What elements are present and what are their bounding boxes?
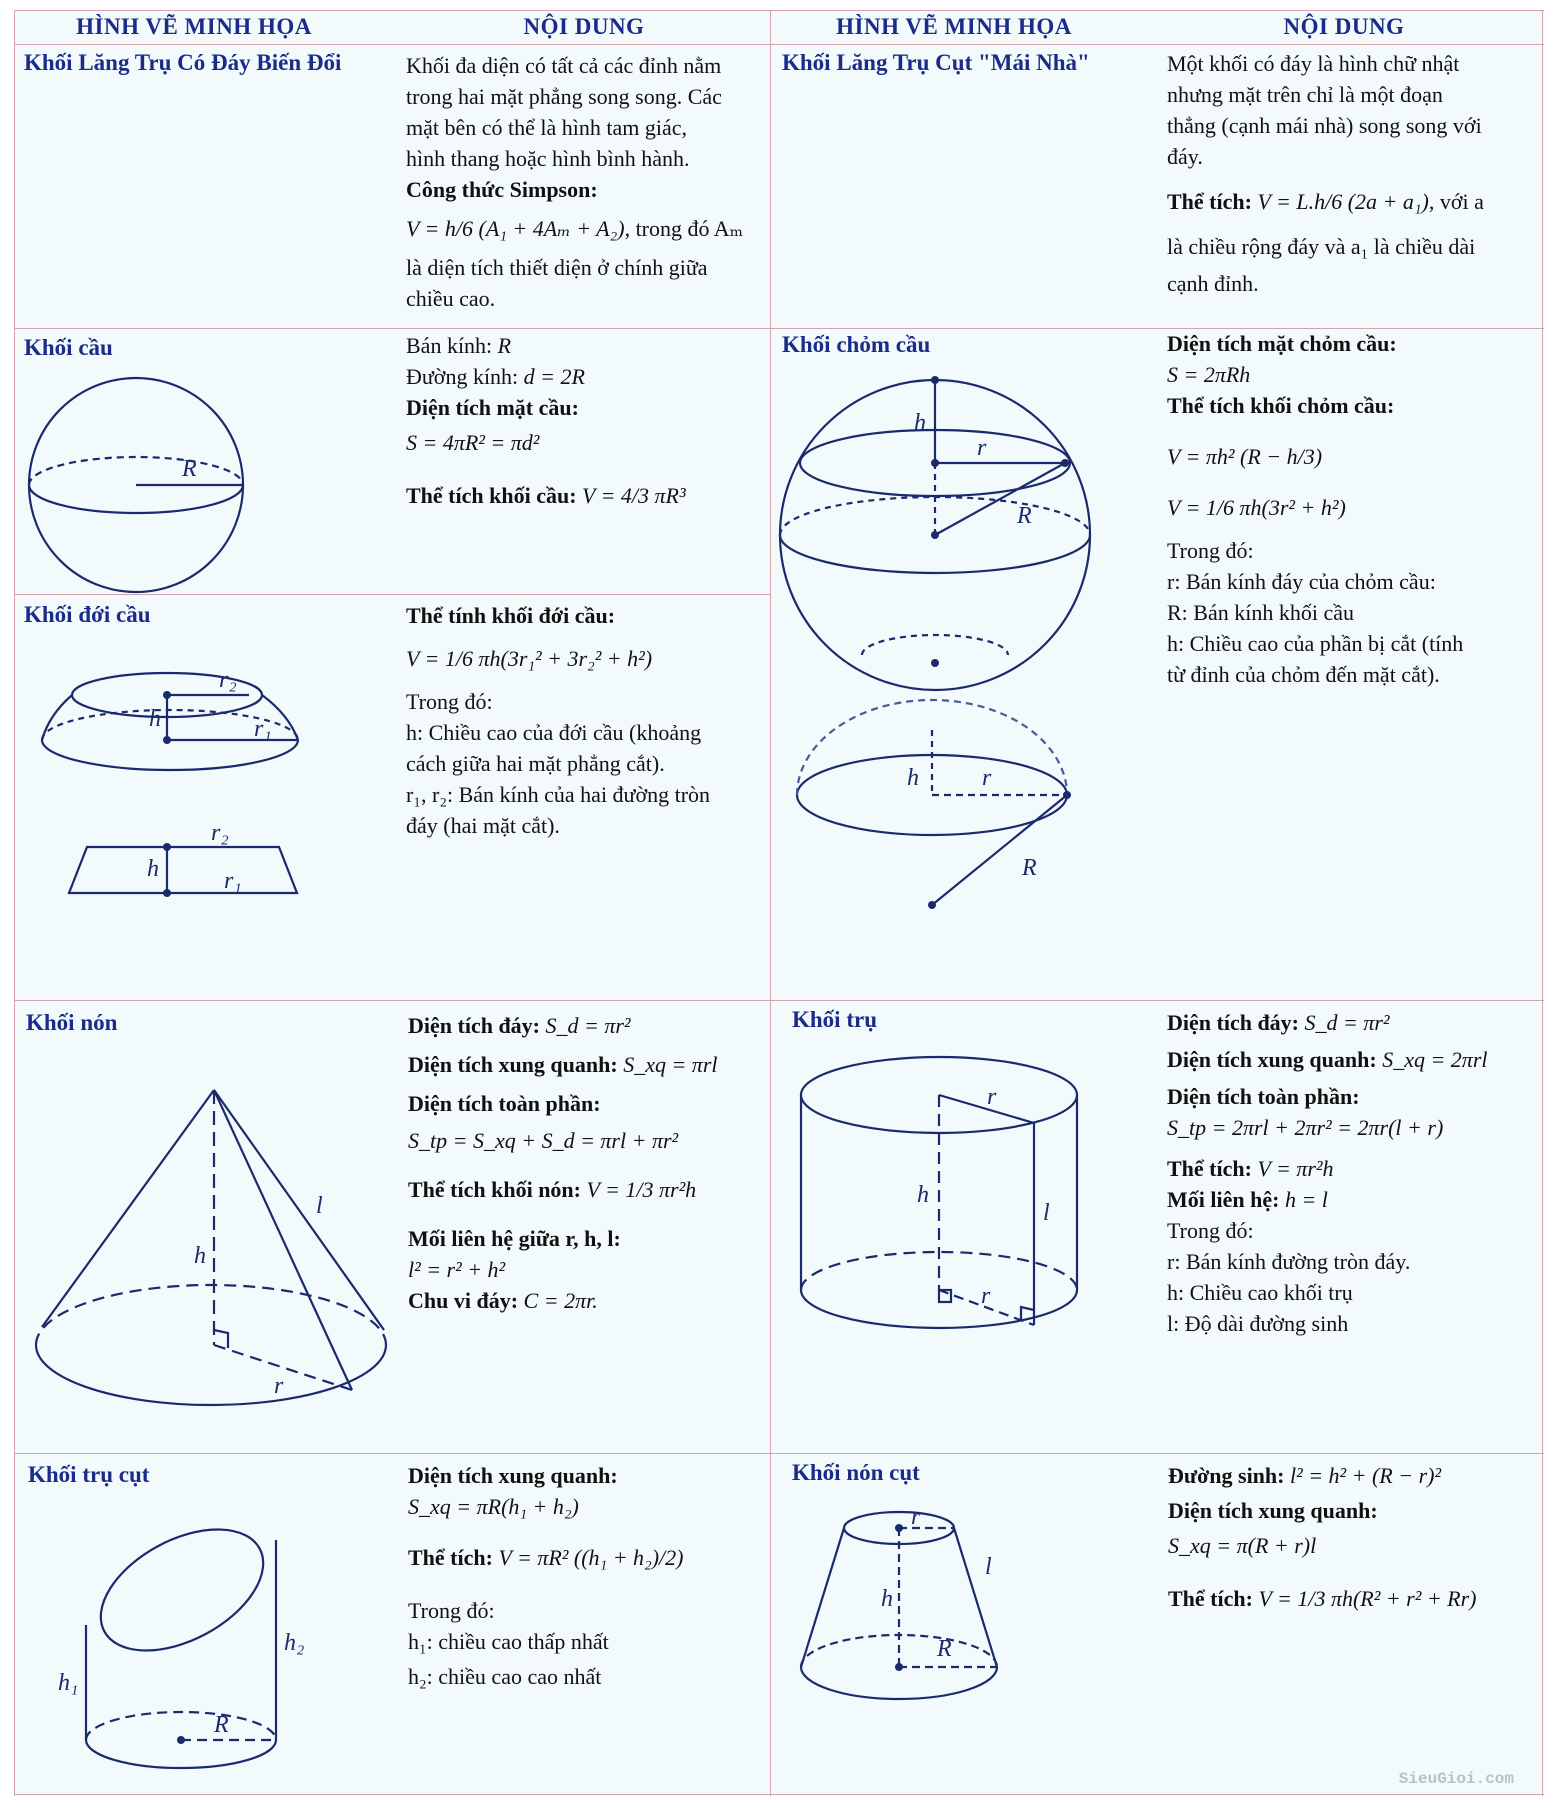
trunc-cyl-lateral-formula: S_xq = πR(h₁ + h₂) [408, 1494, 579, 1519]
zone-profile-dot-bottom [163, 889, 171, 897]
sphere-radius-label: R [182, 456, 197, 482]
zone-profile-h-label: h [147, 856, 159, 882]
cone-r-label: r [274, 1373, 284, 1399]
sphere-equator-back [29, 457, 243, 485]
cone-lateral-label: Diện tích xung quanh: [408, 1052, 618, 1077]
trunc-cyl-volume-line [408, 1542, 683, 1573]
cone-circ-line [408, 1285, 718, 1316]
cone-h-label: h [194, 1243, 206, 1269]
cone-slant-line [214, 1090, 352, 1390]
cone-lateral-line [408, 1049, 718, 1080]
sphere-equator-front [29, 485, 243, 513]
trunc-cone-r-label: r [911, 1504, 921, 1530]
trunc-cyl-volume-formula: V = πR² ((h₁ + h₂)/2) [498, 1545, 684, 1570]
cylinder-volume-formula: V = πr²h [1257, 1156, 1334, 1181]
cylinder-lateral-line [1167, 1044, 1488, 1075]
cone-base-label: Diện tích đáy: [408, 1013, 540, 1038]
cap-apex-dot [931, 376, 939, 384]
cone-base-formula: S_d = πr² [545, 1013, 631, 1038]
trunc-cyl-def-1: h₁: chiều cao thấp nhất [408, 1629, 609, 1654]
cylinder-volume-label: Thể tích: [1167, 1156, 1252, 1181]
trunc-cyl-h1-label: h₁ [58, 1670, 79, 1696]
zone-bottom-front [42, 740, 298, 770]
cap-R-label: R [1017, 503, 1032, 529]
cylinder-r2-label: r [981, 1283, 991, 1309]
cylinder-def-1: r: Bán kính đường tròn đáy. [1167, 1249, 1411, 1274]
zone-def-4: đáy (hai mặt cắt). [406, 813, 560, 838]
roof-line-1: Một khối có đáy là hình chữ nhật [1167, 51, 1460, 76]
roof-volume-tail: , với a [1428, 189, 1484, 214]
cap2-r-label: r [982, 765, 992, 791]
cap-def-2: R: Bán kính khối cầu [1167, 600, 1354, 625]
reference-sheet [14, 10, 1544, 1796]
trunc-cyl-top-ellipse [81, 1505, 283, 1676]
sphere-volume-formula: V = 4/3 πR³ [582, 483, 686, 508]
zone-volume-formula: V = 1/6 πh(3r₁² + 3r₂² + h²) [406, 646, 653, 671]
cap2-R-line [932, 795, 1067, 905]
cone-figure [34, 1075, 394, 1435]
roof-volume-formula: V = L.h/6 (2a + a₁) [1257, 189, 1429, 214]
cap-volume-title: Thể tích khối chỏm cầu: [1167, 393, 1395, 418]
grid-row3-bottom [14, 1000, 1544, 1001]
cone-title: Khối nón [26, 1010, 118, 1035]
cap-figure [782, 365, 1112, 925]
cylinder-def-2: h: Chiều cao khối trụ [1167, 1280, 1353, 1305]
cap-r-label: r [977, 435, 987, 461]
trunc-cone-top-dot [895, 1524, 903, 1532]
cap2-dome [797, 700, 1067, 795]
cylinder-base-label: Diện tích đáy: [1167, 1010, 1299, 1035]
cap-area-formula: S = 2πRh [1167, 362, 1251, 387]
cylinder-title: Khối trụ [792, 1007, 877, 1032]
prism-line-3: mặt bên có thể là hình tam giác, [406, 115, 688, 140]
zone-def-3: r₁, r₂: Bán kính của hai đường tròn [406, 782, 711, 807]
cap2-h-label: h [907, 765, 919, 791]
cone-circ-formula: C = 2πr. [523, 1288, 598, 1313]
trunc-cyl-where: Trong đó: [408, 1598, 495, 1623]
cylinder-volume-line [1167, 1153, 1488, 1184]
cap-where: Trong đó: [1167, 538, 1254, 563]
zone-r2-label: r₂ [219, 667, 237, 693]
zone-where: Trong đó: [406, 689, 493, 714]
trunc-cyl-def-2: h₂: chiều cao cao nhất [408, 1664, 602, 1689]
roof-volume-label: Thể tích: [1167, 189, 1252, 214]
trunc-cylinder-figure [54, 1500, 314, 1800]
cone-volume-formula: V = 1/3 πr²h [586, 1177, 697, 1202]
prism-line-1: Khối đa diện có tất cả các đỉnh nằm [406, 53, 722, 78]
simpson-formula-tail: , trong đó Aₘ [624, 216, 744, 241]
cap2-rim-dot [1063, 791, 1071, 799]
cone-content [408, 1010, 718, 1316]
cone-base-line [408, 1010, 718, 1041]
simpson-title: Công thức Simpson: [406, 177, 598, 202]
zone-volume-title: Thể tính khối đới cầu: [406, 603, 616, 628]
cone-circ-label: Chu vi đáy: [408, 1288, 519, 1313]
trunc-cyl-h2-label: h₂ [284, 1630, 305, 1656]
header-figure-right: HÌNH VẼ MINH HỌA [836, 14, 1072, 39]
cylinder-total-formula: S_tp = 2πrl + 2πr² = 2πr(l + r) [1167, 1115, 1444, 1140]
trunc-cone-volume-formula: V = 1/3 πh(R² + r² + Rr) [1258, 1586, 1477, 1611]
trunc-cyl-center-dot [177, 1736, 185, 1744]
grid-center [770, 10, 771, 1796]
simpson-formula-line [406, 213, 743, 244]
trunc-cylinder-content [408, 1460, 683, 1692]
sphere-diameter-label: Đường kính: [406, 364, 519, 389]
prism-line-5: là diện tích thiết diện ở chính giữa [406, 255, 708, 280]
zone-profile [69, 847, 297, 893]
roof-line-5: là chiều rộng đáy và a₁ là chiều dài [1167, 234, 1476, 259]
sphere-volume-line [406, 480, 686, 511]
cylinder-r-label: r [987, 1084, 997, 1110]
cone-total-formula: S_tp = S_xq + S_d = πrl + πr² [408, 1128, 679, 1153]
cap-rim-dot [1061, 459, 1069, 467]
simpson-formula: V = h/6 (A₁ + 4Aₘ + A₂) [406, 216, 625, 241]
header-content-left: NỘI DUNG [523, 14, 645, 39]
zone-profile-dot-top [163, 843, 171, 851]
prism-line-4: hình thang hoặc hình bình hành. [406, 146, 690, 171]
cap2-R-label: R [1022, 855, 1037, 881]
prism-line-6: chiều cao. [406, 286, 496, 311]
sphere-area-title: Diện tích mặt cầu: [406, 395, 579, 420]
cylinder-relation-formula: h = l [1284, 1187, 1328, 1212]
trunc-cone-R-label: R [937, 1636, 952, 1662]
trunc-cone-l-label: l [985, 1554, 992, 1580]
zone-content [406, 600, 710, 841]
zone-h-label: h [149, 706, 161, 732]
cap-def-3: h: Chiều cao của phần bị cắt (tính [1167, 631, 1464, 656]
trunc-cone-slant-line [1168, 1460, 1477, 1491]
cap-area-title: Diện tích mặt chỏm cầu: [1167, 331, 1397, 356]
zone-dot-bottom [163, 736, 171, 744]
header-content-right: NỘI DUNG [1283, 14, 1405, 39]
cylinder-relation-label: Mối liên hệ: [1167, 1187, 1280, 1212]
cap-bottom-dot [931, 659, 939, 667]
cone-base-back [36, 1285, 386, 1345]
zone-def-1: h: Chiều cao của đới cầu (khoảng [406, 720, 702, 745]
cap-def-4: từ đỉnh của chỏm đến mặt cắt). [1167, 662, 1440, 687]
cone-l-label: l [316, 1193, 323, 1219]
roof-line-4: đáy. [1167, 144, 1203, 169]
sphere-figure [24, 370, 264, 610]
prism-variable-content [406, 50, 743, 314]
roof-prism-title: Khối Lăng Trụ Cụt "Mái Nhà" [782, 50, 1090, 75]
cap2-center-dot [928, 901, 936, 909]
grid-row4-bottom [14, 1453, 1544, 1454]
cap-title: Khối chỏm cầu [782, 332, 931, 357]
prism-line-2: trong hai mặt phẳng song song. Các [406, 84, 722, 109]
trunc-cone-volume-label: Thể tích: [1168, 1586, 1253, 1611]
cap-content [1167, 328, 1463, 690]
trunc-cone-bottom-dot [895, 1663, 903, 1671]
cylinder-l-label: l [1043, 1200, 1050, 1226]
header-figure-left: HÌNH VẼ MINH HỌA [76, 14, 312, 39]
roof-prism-content [1167, 48, 1484, 299]
cylinder-lateral-formula: S_xq = 2πrl [1382, 1047, 1488, 1072]
cylinder-total-title: Diện tích toàn phần: [1167, 1084, 1360, 1109]
cylinder-lateral-label: Diện tích xung quanh: [1167, 1047, 1377, 1072]
cylinder-figure [799, 1050, 1099, 1350]
cone-relation-title: Mối liên hệ giữa r, h, l: [408, 1226, 621, 1251]
prism-variable-title: Khối Lăng Trụ Có Đáy Biến Đổi [24, 50, 342, 75]
cylinder-def-3: l: Độ dài đường sinh [1167, 1311, 1349, 1336]
grid-top [14, 10, 1544, 11]
trunc-cone-h-label: h [881, 1586, 893, 1612]
cone-lateral-formula: S_xq = πrl [623, 1052, 718, 1077]
trunc-cone-slant-label: Đường sinh: [1168, 1463, 1285, 1488]
zone-profile-r1-label: r₁ [224, 868, 242, 894]
trunc-cylinder-title: Khối trụ cụt [28, 1462, 150, 1487]
sphere-content [406, 330, 686, 511]
trunc-cyl-lateral-title: Diện tích xung quanh: [408, 1463, 618, 1488]
grid-right [1542, 10, 1543, 1796]
cylinder-content [1167, 1007, 1488, 1339]
sphere-diameter-line [406, 361, 686, 392]
cap-volume-formula-1: V = πh² (R − h/3) [1167, 444, 1323, 469]
cone-left-edge [42, 1090, 214, 1327]
cap-def-1: r: Bán kính đáy của chỏm cầu: [1167, 569, 1436, 594]
sphere-volume-label: Thể tích khối cầu: [406, 483, 577, 508]
roof-line-2: nhưng mặt trên chỉ là một đoạn [1167, 82, 1443, 107]
roof-line-6: cạnh đỉnh. [1167, 271, 1259, 296]
grid-left [14, 10, 15, 1796]
cone-volume-label: Thể tích khối nón: [408, 1177, 581, 1202]
cylinder-base-formula: S_d = πr² [1304, 1010, 1390, 1035]
zone-profile-r2-label: r₂ [211, 820, 229, 846]
cone-right-edge [214, 1090, 384, 1330]
sphere-title: Khối cầu [24, 335, 113, 360]
trunc-cyl-bottom-back [86, 1712, 276, 1740]
cap-center-dot [931, 531, 939, 539]
grid-header-bottom [14, 44, 1544, 45]
sphere-diameter-value: d = 2R [523, 364, 585, 389]
cone-relation-formula: l² = r² + h² [408, 1257, 506, 1282]
cylinder-relation-line [1167, 1184, 1488, 1215]
trunc-cone-title: Khối nón cụt [792, 1460, 920, 1485]
cap-R-line [935, 463, 1065, 535]
cylinder-where: Trong đó: [1167, 1218, 1254, 1243]
cap-center-cut-dot [931, 459, 939, 467]
trunc-cone-content [1168, 1460, 1477, 1614]
sphere-radius-text-label: Bán kính: [406, 333, 493, 358]
roof-line-3: thẳng (cạnh mái nhà) song song với [1167, 113, 1482, 138]
zone-title: Khối đới cầu [24, 602, 151, 627]
trunc-cone-lateral-title: Diện tích xung quanh: [1168, 1498, 1378, 1523]
zone-left-side [42, 695, 72, 740]
trunc-cone-lateral-formula: S_xq = π(R + r)l [1168, 1533, 1317, 1558]
trunc-cyl-bottom-front [86, 1740, 276, 1768]
sphere-area-formula: S = 4πR² = πd² [406, 430, 540, 455]
cap-bottom-ellipse [862, 635, 1008, 655]
trunc-cone-figure [799, 1500, 1059, 1740]
cylinder-h-label: h [917, 1182, 929, 1208]
cap-volume-formula-2: V = 1/6 πh(3r² + h²) [1167, 495, 1346, 520]
cylinder-base-line [1167, 1007, 1488, 1038]
trunc-cone-bottom-front [801, 1667, 997, 1699]
sphere-radius-value: R [497, 333, 512, 358]
trunc-cyl-R-label: R [214, 1712, 229, 1738]
cap-equator-front [780, 535, 1090, 573]
zone-def-2: cách giữa hai mặt phẳng cắt). [406, 751, 665, 776]
zone-figure [39, 640, 339, 920]
cone-total-title: Diện tích toàn phần: [408, 1091, 601, 1116]
roof-volume-line [1167, 186, 1484, 217]
trunc-cone-slant-formula: l² = h² + (R − r)² [1289, 1463, 1442, 1488]
cone-base-front [36, 1345, 386, 1405]
sphere-radius-line-text [406, 330, 686, 361]
trunc-cyl-volume-label: Thể tích: [408, 1545, 493, 1570]
zone-dot-top [163, 691, 171, 699]
watermark: SieuGioi.com [1398, 1770, 1514, 1788]
trunc-cone-volume-line [1168, 1583, 1477, 1614]
zone-r1-label: r₁ [254, 716, 272, 742]
cap-h-label: h [914, 410, 926, 436]
cone-volume-line [408, 1174, 718, 1205]
